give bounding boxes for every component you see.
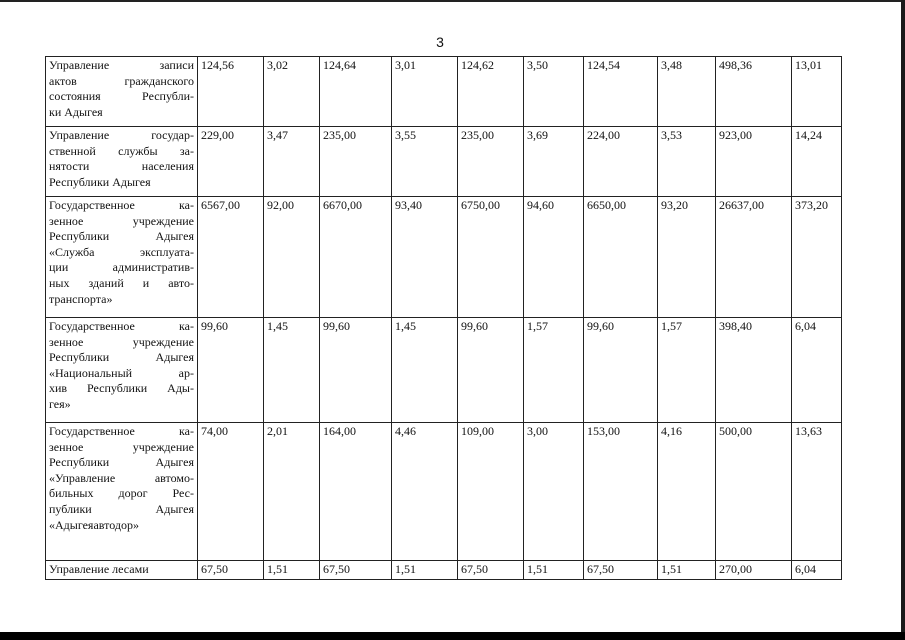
page-number: 3 [436,34,444,50]
organization-name-cell [46,127,198,197]
value-cell: 74,00 [198,423,264,561]
value-cell: 500,00 [716,423,792,561]
organization-name-line: ственной службы за- [49,143,194,158]
value-cell: 67,50 [198,561,264,580]
value-cell: 124,56 [198,57,264,127]
organization-name-line: гея» [49,396,71,411]
value-cell: 3,55 [392,127,458,197]
value-cell: 93,40 [392,197,458,318]
value-cell: 270,00 [716,561,792,580]
value-cell: 99,60 [198,318,264,423]
value-cell: 1,51 [658,561,716,580]
value-cell: 94,60 [524,197,584,318]
value-cell: 1,45 [392,318,458,423]
organization-name-line: хив Республики Ады- [49,381,194,396]
organization-name-line: бильных дорог Рес- [49,486,194,501]
value-cell: 109,00 [458,423,524,561]
organization-name-line: зенное учреждение [49,439,194,454]
value-cell: 6,04 [792,318,842,423]
value-cell: 3,53 [658,127,716,197]
organization-name-line: «Служба эксплуата- [49,244,194,259]
organization-name-line: ки Адыгея [49,104,103,119]
value-cell: 3,48 [658,57,716,127]
value-cell: 67,50 [458,561,524,580]
value-cell: 99,60 [320,318,392,423]
table-row [46,318,842,423]
value-cell: 373,20 [792,197,842,318]
organization-name-line: Управление лесами [49,562,149,576]
value-cell: 1,51 [524,561,584,580]
value-cell: 93,20 [658,197,716,318]
value-cell: 124,54 [584,57,658,127]
organization-name-line: «Адыгеяавтодор» [49,517,139,532]
value-cell: 153,00 [584,423,658,561]
value-cell: 1,45 [264,318,320,423]
value-cell: 124,64 [320,57,392,127]
value-cell: 398,40 [716,318,792,423]
value-cell: 92,00 [264,197,320,318]
organization-name-line: Государственное ка- [49,319,194,333]
organization-name-line: публики Адыгея [49,501,194,516]
scan-top-edge [0,0,905,2]
value-cell: 3,69 [524,127,584,197]
value-cell: 99,60 [458,318,524,423]
organization-name-cell [46,57,198,127]
value-cell: 14,24 [792,127,842,197]
organization-name-line: транспорта» [49,291,113,306]
organization-name-line: зенное учреждение [49,334,194,349]
scan-right-edge [901,0,905,640]
value-cell: 13,63 [792,423,842,561]
value-cell: 4,46 [392,423,458,561]
value-cell: 67,50 [584,561,658,580]
value-cell: 229,00 [198,127,264,197]
value-cell: 99,60 [584,318,658,423]
value-cell: 3,01 [392,57,458,127]
organization-name-line: нятости населения [49,159,194,174]
organization-name-line: ции административ- [49,260,194,275]
organization-name-line: Государственное ка- [49,198,194,212]
value-cell: 224,00 [584,127,658,197]
organization-name-line: «Управление автомо- [49,470,194,485]
organization-name-line: ных зданий и авто- [49,275,194,290]
budget-table [45,56,842,580]
organization-name-cell [46,197,198,318]
organization-name-cell [46,423,198,561]
value-cell: 1,51 [264,561,320,580]
value-cell: 6567,00 [198,197,264,318]
table-row [46,423,842,561]
value-cell: 6,04 [792,561,842,580]
organization-name-line: Управление государ- [49,128,194,142]
organization-name-line: зенное учреждение [49,213,194,228]
value-cell: 26637,00 [716,197,792,318]
value-cell: 3,00 [524,423,584,561]
value-cell: 923,00 [716,127,792,197]
organization-name-line: Управление записи [49,58,194,72]
organization-name-line: Республики Адыгея [49,455,194,470]
organization-name-line: актов гражданского [49,73,194,88]
value-cell: 164,00 [320,423,392,561]
organization-name-line: состояния Республи- [49,89,194,104]
value-cell: 235,00 [320,127,392,197]
value-cell: 67,50 [320,561,392,580]
organization-name-line: Государственное ка- [49,424,194,438]
value-cell: 1,57 [524,318,584,423]
value-cell: 13,01 [792,57,842,127]
value-cell: 3,47 [264,127,320,197]
scan-bottom-edge [0,632,905,640]
value-cell: 235,00 [458,127,524,197]
organization-name-cell [46,561,198,580]
organization-name-cell [46,318,198,423]
value-cell: 2,01 [264,423,320,561]
organization-name-line: Республики Адыгея [49,174,151,189]
value-cell: 3,02 [264,57,320,127]
value-cell: 3,50 [524,57,584,127]
value-cell: 1,57 [658,318,716,423]
value-cell: 6750,00 [458,197,524,318]
value-cell: 124,62 [458,57,524,127]
table-row [46,127,842,197]
table-body [46,57,842,580]
value-cell: 4,16 [658,423,716,561]
value-cell: 498,36 [716,57,792,127]
value-cell: 6670,00 [320,197,392,318]
table-row [46,561,842,580]
organization-name-line: Республики Адыгея [49,350,194,365]
value-cell: 1,51 [392,561,458,580]
value-cell: 6650,00 [584,197,658,318]
table-row [46,197,842,318]
table-row [46,57,842,127]
organization-name-line: Республики Адыгея [49,229,194,244]
organization-name-line: «Национальный ар- [49,365,194,380]
